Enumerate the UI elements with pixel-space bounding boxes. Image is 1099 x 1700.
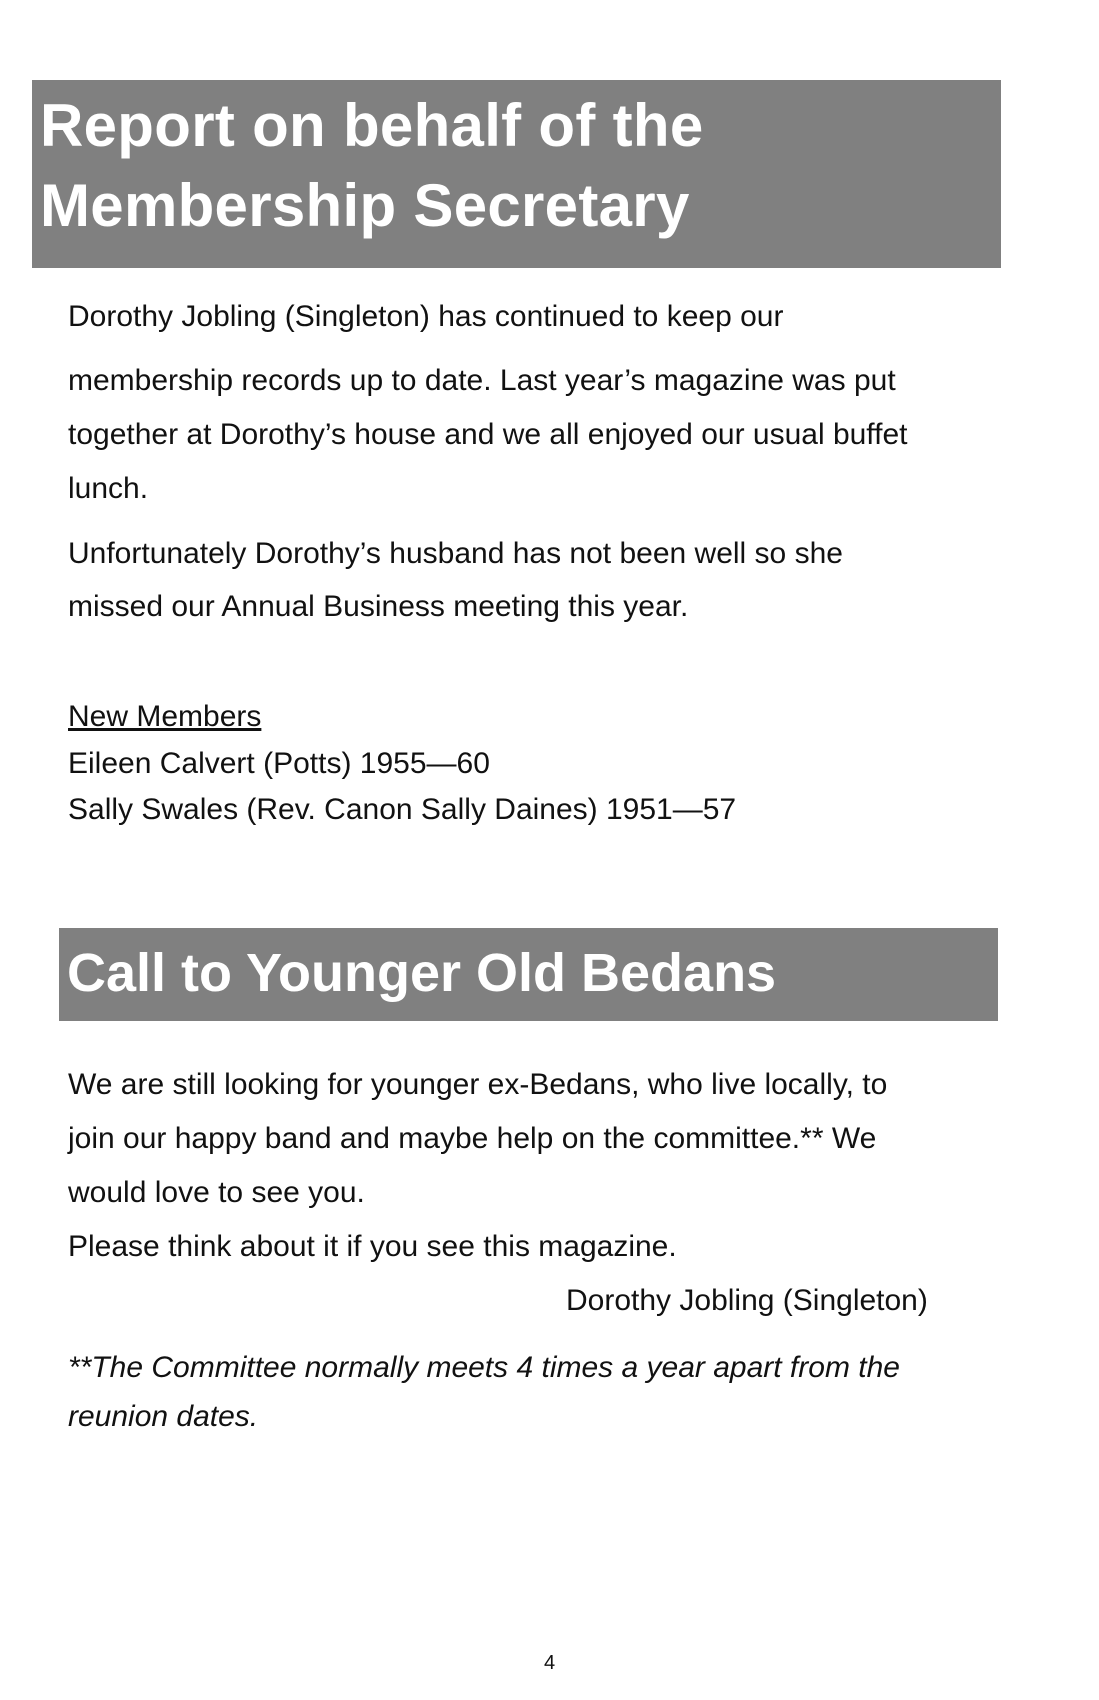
section-heading-younger-old-bedans — [59, 928, 998, 1021]
footnote-line: reunion dates. — [68, 1400, 259, 1433]
new-members-heading: New Members — [68, 700, 262, 733]
paragraph-line: missed our Annual Business meeting this year. — [68, 590, 689, 623]
paragraph-line: Unfortunately Dorothy’s husband has not been well so she — [68, 537, 843, 570]
new-member-item: Sally Swales (Rev. Canon Sally Daines) 1951—57 — [68, 793, 737, 826]
footnote-line: **The Committee normally meets 4 times a year apart from the — [68, 1351, 900, 1384]
heading-line: Call to Younger Old Bedans — [67, 943, 777, 1003]
paragraph-line: We are still looking for younger ex-Bedans, who live locally, to — [68, 1068, 888, 1101]
paragraph-line: lunch. — [68, 472, 149, 505]
paragraph-line: together at Dorothy’s house and we all enjoyed our usual buffet — [68, 418, 908, 451]
section-heading-membership — [32, 80, 1001, 268]
paragraph-line: Dorothy Jobling (Singleton) has continued to keep our — [68, 300, 784, 333]
page-number: 4 — [543, 1652, 556, 1674]
new-member-item: Eileen Calvert (Potts) 1955—60 — [68, 747, 490, 780]
heading-line: Membership Secretary — [40, 172, 690, 239]
signature: Dorothy Jobling (Singleton) — [566, 1284, 928, 1317]
paragraph-line: membership records up to date. Last year’s magazine was put — [68, 364, 896, 397]
paragraph-line: would love to see you. — [68, 1176, 365, 1209]
heading-line: Report on behalf of the — [40, 92, 704, 159]
paragraph-line: join our happy band and maybe help on the committee.** We — [68, 1122, 877, 1155]
paragraph-line: Please think about it if you see this magazine. — [68, 1230, 677, 1263]
